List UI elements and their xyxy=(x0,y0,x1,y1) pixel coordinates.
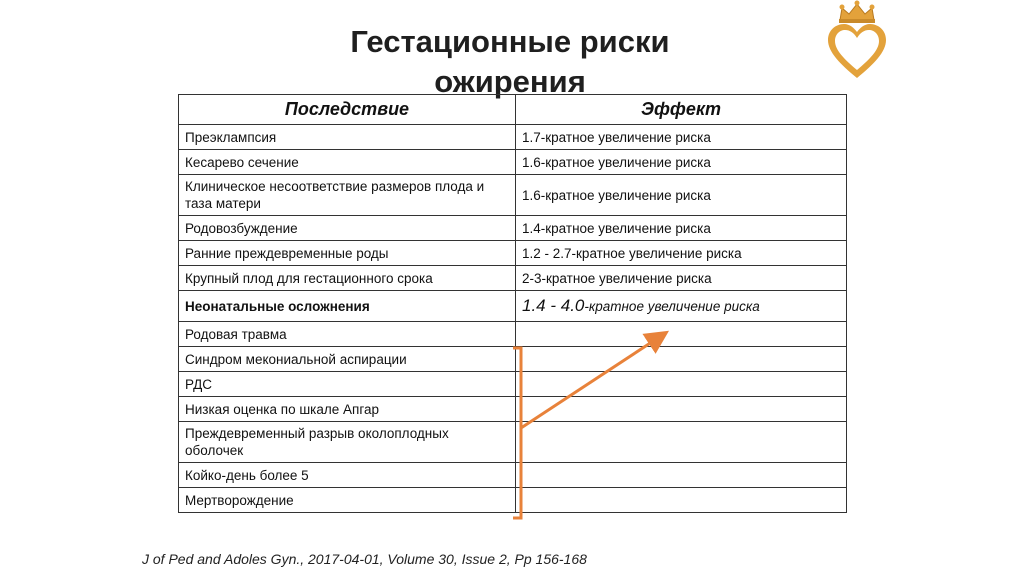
table-row xyxy=(179,175,847,216)
table-row xyxy=(179,347,847,372)
effect-cell: 1.4-кратное увеличение риска xyxy=(516,216,847,241)
title-line-1: Гестационные риски xyxy=(350,24,670,59)
consequence-cell: Ранние преждевременные роды xyxy=(179,241,516,266)
table-row xyxy=(179,463,847,488)
table-row xyxy=(179,397,847,422)
effect-cell: 1.6-кратное увеличение риска xyxy=(516,175,847,216)
effect-cell xyxy=(516,397,847,422)
table-row xyxy=(179,322,847,347)
consequence-cell: Преждевременный разрыв околоплодных оболочек xyxy=(179,422,516,463)
table-row xyxy=(179,422,847,463)
risk-table xyxy=(178,94,847,513)
effect-cell xyxy=(516,291,847,322)
citation: J of Ped and Adoles Gyn., 2017-04-01, Volume 30, Issue 2, Pp 156-168 xyxy=(142,551,587,567)
crown-heart-logo-icon xyxy=(822,0,892,82)
effect-cell xyxy=(516,463,847,488)
table-header-row xyxy=(179,95,847,125)
consequence-cell: Койко-день более 5 xyxy=(179,463,516,488)
table-row xyxy=(179,291,847,322)
effect-cell: 1.2 - 2.7-кратное увеличение риска xyxy=(516,241,847,266)
effect-cell xyxy=(516,347,847,372)
table-row xyxy=(179,150,847,175)
effect-cell xyxy=(516,372,847,397)
table-row xyxy=(179,266,847,291)
table-row xyxy=(179,241,847,266)
consequence-cell: Неонатальные осложнения xyxy=(179,291,516,322)
table-row xyxy=(179,488,847,513)
effect-cell: 1.7-кратное увеличение риска xyxy=(516,125,847,150)
consequence-cell: Кесарево сечение xyxy=(179,150,516,175)
effect-text: -кратное увеличение риска xyxy=(584,299,760,314)
effect-cell: 2-3-кратное увеличение риска xyxy=(516,266,847,291)
title-line-2: ожирения xyxy=(434,64,586,99)
consequence-cell: Родовозбуждение xyxy=(179,216,516,241)
consequence-cell: Низкая оценка по шкале Апгар xyxy=(179,397,516,422)
effect-cell xyxy=(516,322,847,347)
consequence-cell: Родовая травма xyxy=(179,322,516,347)
effect-cell xyxy=(516,422,847,463)
effect-cell xyxy=(516,488,847,513)
consequence-cell: Преэклампсия xyxy=(179,125,516,150)
consequence-cell: Клиническое несоответствие размеров плода и таза матери xyxy=(179,175,516,216)
header-effect: Эффект xyxy=(516,95,847,125)
consequence-cell: Мертворождение xyxy=(179,488,516,513)
effect-cell: 1.6-кратное увеличение риска xyxy=(516,150,847,175)
effect-number: 1.4 - 4.0 xyxy=(522,296,585,315)
table-row xyxy=(179,125,847,150)
consequence-cell: Синдром мекониальной аспирации xyxy=(179,347,516,372)
table-row xyxy=(179,216,847,241)
consequence-cell: Крупный плод для гестационного срока xyxy=(179,266,516,291)
page-title xyxy=(300,22,720,102)
consequence-cell: РДС xyxy=(179,372,516,397)
table-row xyxy=(179,372,847,397)
header-consequence: Последствие xyxy=(179,95,516,125)
